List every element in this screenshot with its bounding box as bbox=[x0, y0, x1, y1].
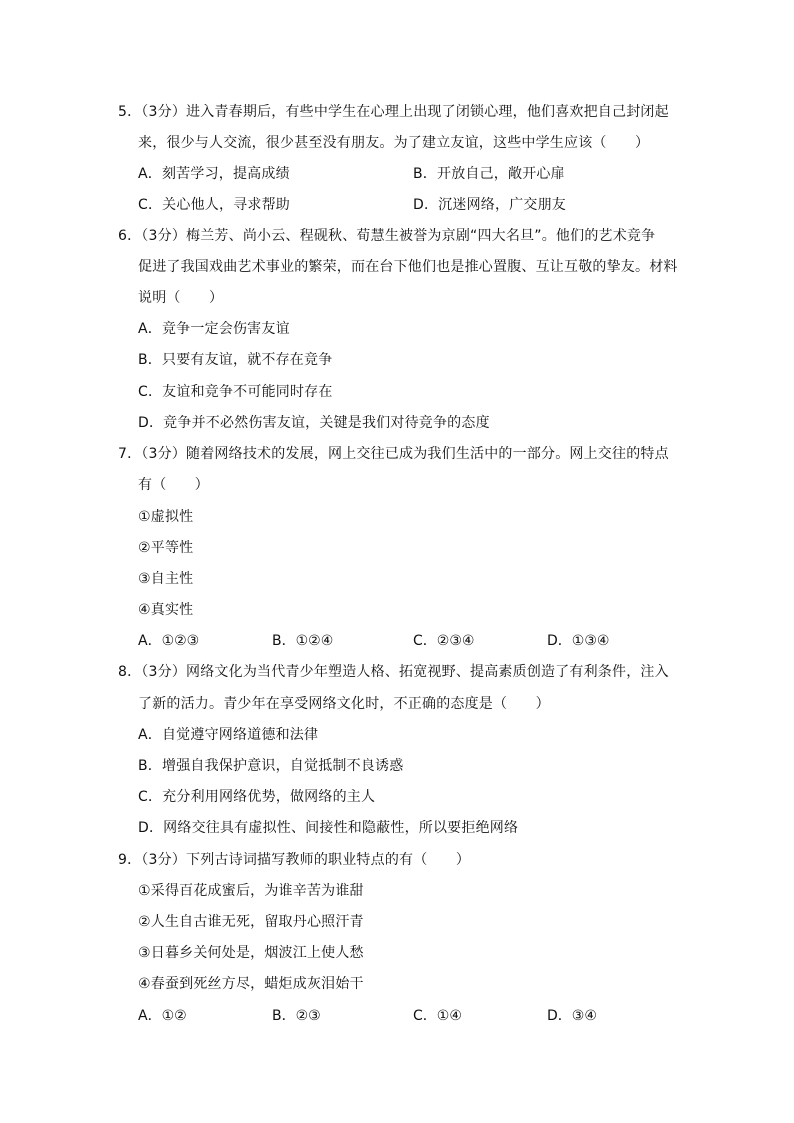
q9-stem-line-1: 9．（3分）下列古诗词描写教师的职业特点的有（ ） bbox=[118, 852, 471, 868]
q9-option-c: C．①④ bbox=[413, 1008, 462, 1024]
q7-option-d: D．①③④ bbox=[547, 633, 610, 649]
q5-stem-line-2: 来，很少与人交流，很少甚至没有朋友。为了建立友谊，这些中学生应该（ ） bbox=[138, 135, 650, 151]
q6-option-c: C．友谊和竞争不可能同时存在 bbox=[138, 384, 333, 400]
q8-option-a: A．自觉遵守网络道德和法律 bbox=[138, 727, 319, 743]
q7-stem-line-1: 7．（3分）随着网络技术的发展，网上交往已成为我们生活中的一部分。网上交往的特点 bbox=[118, 446, 669, 462]
q9-option-d: D．③④ bbox=[547, 1008, 597, 1024]
q7-option-c: C．②③④ bbox=[413, 633, 475, 649]
q9-statement-4: ④春蚕到死丝方尽，蜡炬成灰泪始干 bbox=[138, 976, 364, 992]
q8-option-c: C．充分利用网络优势，做网络的主人 bbox=[138, 789, 376, 805]
q8-stem-line-1: 8．（3分）网络文化为当代青少年塑造人格、拓宽视野、提高素质创造了有利条件，注入 bbox=[118, 664, 669, 680]
q7-statement-4: ④真实性 bbox=[138, 602, 194, 618]
q9-statement-1: ①采得百花成蜜后，为谁辛苦为谁甜 bbox=[138, 883, 364, 899]
q5-option-a: A．刻苦学习，提高成绩 bbox=[138, 166, 290, 182]
q8-option-d: D．网络交往具有虚拟性、间接性和隐蔽性，所以要拒绝网络 bbox=[138, 820, 519, 836]
q9-statement-2: ②人生自古谁无死，留取丹心照汗青 bbox=[138, 914, 364, 930]
q8-option-b: B．增强自我保护意识，自觉抵制不良诱惑 bbox=[138, 758, 404, 774]
q5-option-c: C．关心他人，寻求帮助 bbox=[138, 197, 290, 213]
q6-option-b: B．只要有友谊，就不存在竞争 bbox=[138, 352, 333, 368]
q6-option-a: A．竞争一定会伤害友谊 bbox=[138, 321, 290, 337]
q8-stem-line-2: 了新的活力。青少年在享受网络文化时，不正确的态度是（ ） bbox=[138, 696, 550, 712]
q6-option-d: D．竞争并不必然伤害友谊，关键是我们对待竞争的态度 bbox=[138, 415, 490, 431]
q9-statement-3: ③日暮乡关何处是，烟波江上使人愁 bbox=[138, 945, 364, 961]
q9-option-b: B．②③ bbox=[272, 1008, 321, 1024]
q6-stem-line-2: 促进了我国戏曲艺术事业的繁荣，而在台下他们也是推心置腹、互让互敬的挚友。材料 bbox=[138, 259, 678, 275]
q7-stem-line-2: 有（ ） bbox=[138, 477, 209, 493]
q9-option-a: A．①② bbox=[138, 1008, 187, 1024]
q5-stem-line-1: 5．（3分）进入青春期后，有些中学生在心理上出现了闭锁心理，他们喜欢把自己封闭起 bbox=[118, 104, 669, 120]
q6-stem-line-3: 说明（ ） bbox=[138, 290, 224, 306]
q7-statement-1: ①虚拟性 bbox=[138, 509, 194, 525]
q5-option-b: B．开放自己，敞开心扉 bbox=[413, 166, 565, 182]
q7-option-b: B．①②④ bbox=[272, 633, 334, 649]
q7-option-a: A．①②③ bbox=[138, 633, 200, 649]
q7-statement-3: ③自主性 bbox=[138, 571, 194, 587]
q6-stem-line-1: 6．（3分）梅兰芳、尚小云、程砚秋、荀慧生被誉为京剧“四大名旦”。他们的艺术竞争 bbox=[118, 228, 656, 244]
q7-statement-2: ②平等性 bbox=[138, 540, 194, 556]
q5-option-d: D．沉迷网络，广交朋友 bbox=[413, 197, 566, 213]
